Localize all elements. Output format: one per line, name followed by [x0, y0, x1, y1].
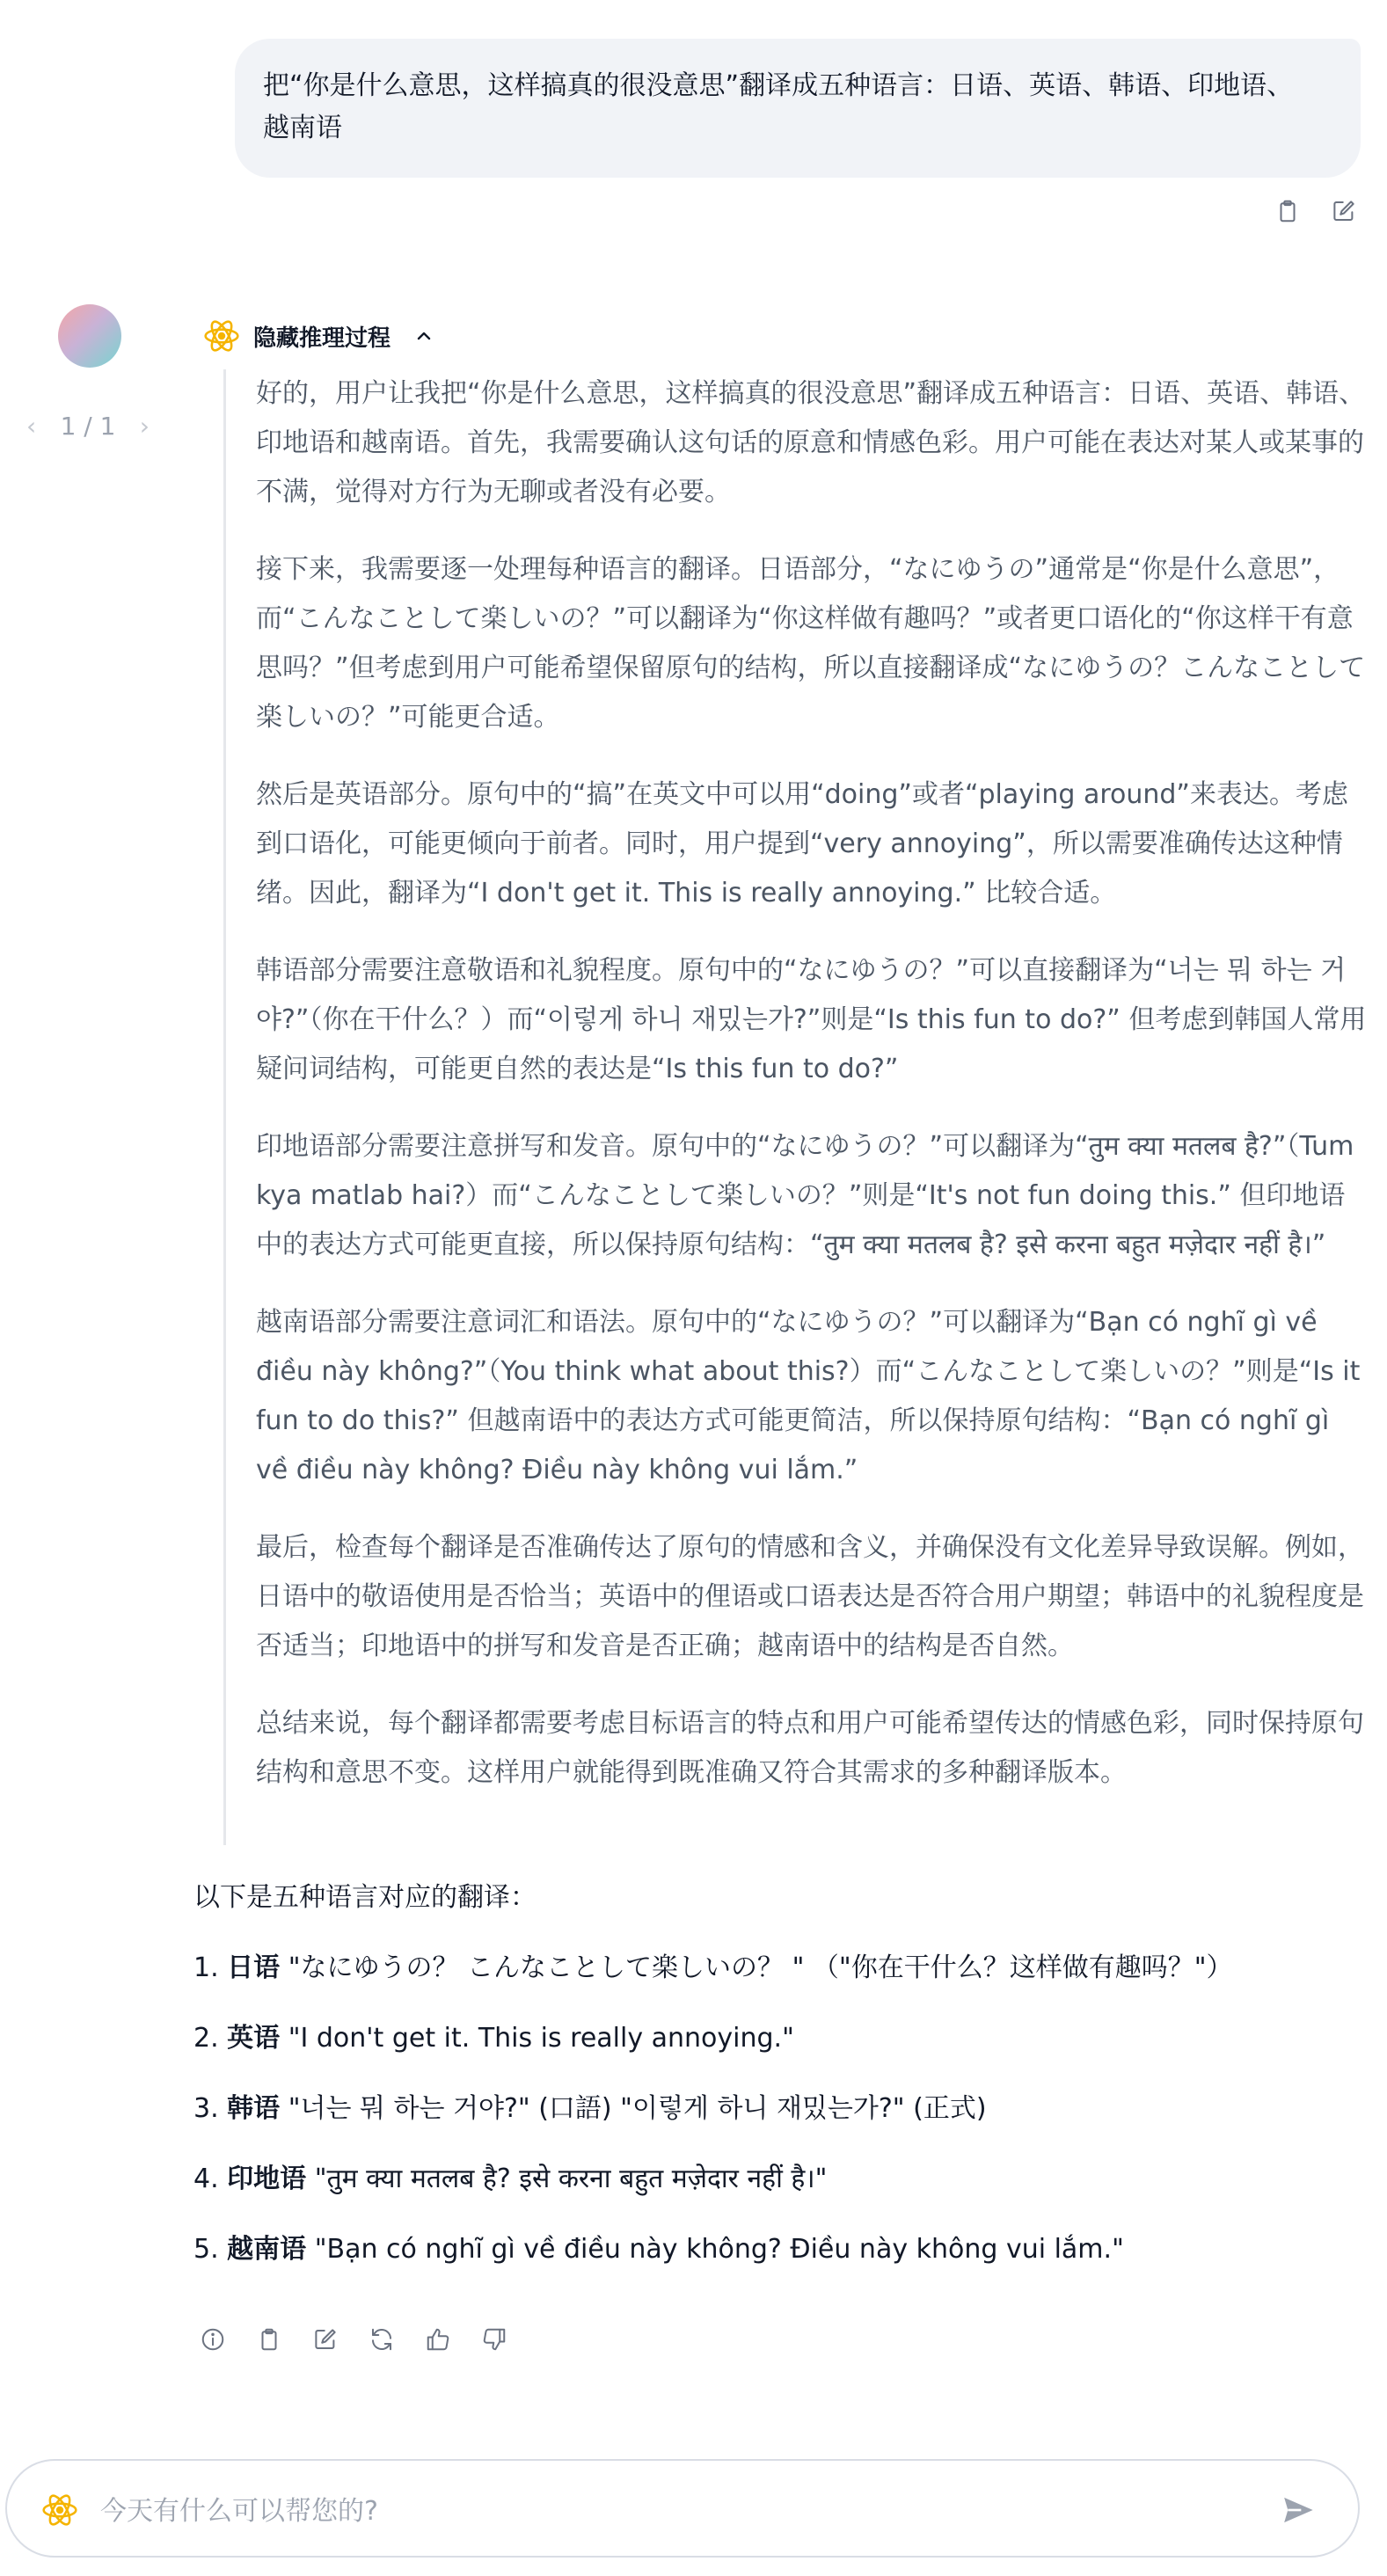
pager-next-button[interactable]: › — [139, 411, 150, 441]
item-number: 5. — [193, 2234, 219, 2265]
reasoning-paragraph: 好的，用户让我把“你是什么意思，这样搞真的很没意思”翻译成五种语言：日语、英语、韩语、印地语和越南语。首先，我需要确认这句话的原意和情感色彩。用户可能在表达对某人或某事的不满，觉得对方行为无聊或者没有必要。 — [256, 378, 1366, 507]
thumbs-down-icon — [481, 2326, 507, 2353]
thumbs-up-icon — [425, 2326, 451, 2353]
reasoning-toggle[interactable] — [202, 317, 434, 355]
item-translation: "तुम क्या मतलब है? इसे करना बहुत मज़ेदार नहीं है।" — [306, 2164, 828, 2194]
item-language: 日语 — [227, 1952, 281, 1983]
clipboard-icon — [256, 2326, 282, 2353]
item-language: 越南语 — [227, 2234, 307, 2265]
dislike-button[interactable] — [477, 2322, 512, 2357]
answer-actions — [195, 2322, 512, 2357]
reasoning-toggle-label: 隐藏推理过程 — [253, 325, 391, 352]
translation-list — [193, 1944, 1354, 2295]
item-language: 韩语 — [227, 2093, 281, 2124]
like-button[interactable] — [420, 2322, 456, 2357]
item-translation: "なにゆうの？ こんなことして楽しいの？ " （"你在干什么？这样做有趣吗？"） — [280, 1952, 1233, 1983]
translation-item — [193, 2084, 1354, 2134]
reasoning-paragraph: 韩语部分需要注意敬语和礼貌程度。原句中的“なにゆうの？”可以直接翻译为“너는 뭐 하는 거야?”（你在干什么？）而“이렇게 하니 재밌는가?”则是“Is this fun to do?” 但考虑到韩国人常用疑问词结构，可能更自然的表达是“Is this fun to do?” — [256, 955, 1367, 1084]
reasoning-paragraph: 越南语部分需要注意词汇和语法。原句中的“なにゆうの？”可以翻译为“Bạn có nghĩ gì về điều này không?”（You think what about this?）而“こんなことして楽しいの？”则是“Is it fun to do this?” 但越南语中的表达方式可能更简洁，所以保持原句结构：“Bạn có nghĩ gì về điều này không? Điều này không vui lắm.” — [256, 1307, 1361, 1485]
translation-item — [193, 2155, 1354, 2204]
info-icon — [200, 2326, 226, 2353]
reasoning-paragraph: 印地语部分需要注意拼写和发音。原句中的“なにゆうの？”可以翻译为“तुम क्या मतलब है?”（Tum kya matlab hai?）而“こんなことして楽しいの？”则是“It's not fun doing this.” 但印地语中的表达方式可能更直接，所以保持原句结构：“तुम क्या मतलब है? इसे करना बहुत मज़ेदार नहीं है।” — [256, 1131, 1354, 1260]
item-translation: "너는 뭐 하는 거야?" (口語) "이렇게 하니 재밌는가?" (正式) — [280, 2093, 987, 2124]
chat-input-bar — [5, 2459, 1360, 2558]
item-number: 1. — [193, 1952, 219, 1983]
item-number: 3. — [193, 2093, 219, 2124]
item-number: 2. — [193, 2023, 219, 2054]
copy-answer-button[interactable] — [252, 2322, 287, 2357]
user-message-text: 把“你是什么意思，这样搞真的很没意思”翻译成五种语言：日语、英语、韩语、印地语、越南语 — [263, 70, 1294, 143]
copy-message-button[interactable] — [1270, 193, 1305, 229]
reasoning-paragraph: 总结来说，每个翻译都需要考虑目标语言的特点和用户可能希望传达的情感色彩，同时保持原句结构和意思不变。这样用户就能得到既准确又符合其需求的多种翻译版本。 — [256, 1708, 1364, 1788]
edit-message-button[interactable] — [1326, 193, 1361, 229]
reasoning-paragraph: 然后是英语部分。原句中的“搞”在英文中可以用“doing”或者“playing around”来表达。考虑到口语化，可能更倾向于前者。同时，用户提到“very annoying”，所以需要准确传达这种情绪。因此，翻译为“I don't get it. This is really annoying.” 比较合适。 — [256, 779, 1348, 909]
reasoning-content — [223, 369, 1367, 1845]
atom-logo-icon — [202, 317, 241, 355]
chevron-up-icon — [413, 325, 434, 347]
reasoning-paragraph: 接下来，我需要逐一处理每种语言的翻译。日语部分，“なにゆうの”通常是“你是什么意思”，而“こんなことして楽しいの？”可以翻译为“你这样做有趣吗？”或者更口语化的“你这样干有意思吗？”但考虑到用户可能希望保留原句的结构，所以直接翻译成“なにゆうの？こんなことして楽しいの？”可能更合适。 — [256, 554, 1366, 733]
chat-input[interactable] — [99, 2484, 1245, 2538]
pager-count: 1 / 1 — [60, 411, 116, 441]
translation-item — [193, 2014, 1354, 2063]
send-button[interactable] — [1275, 2487, 1321, 2533]
item-translation: "I don't get it. This is really annoying." — [280, 2023, 794, 2054]
item-number: 4. — [193, 2164, 219, 2194]
pager-prev-button[interactable]: ‹ — [26, 411, 37, 441]
atom-logo-icon — [40, 2491, 79, 2529]
item-language: 印地语 — [227, 2164, 307, 2194]
item-language: 英语 — [227, 2023, 281, 2054]
response-pager — [26, 408, 150, 443]
refresh-icon — [369, 2326, 395, 2353]
send-icon — [1281, 2492, 1316, 2528]
item-translation: "Bạn có nghĩ gì về điều này không? Điều này không vui lắm." — [306, 2234, 1124, 2265]
regenerate-button[interactable] — [364, 2322, 399, 2357]
answer-intro: 以下是五种语言对应的翻译： — [193, 1882, 537, 1913]
user-message-bubble — [235, 39, 1361, 178]
edit-icon — [312, 2326, 339, 2353]
translation-item — [193, 1944, 1354, 1993]
edit-icon — [1331, 198, 1357, 224]
clipboard-icon — [1274, 198, 1301, 224]
info-button[interactable] — [195, 2322, 230, 2357]
reasoning-paragraph: 最后，检查每个翻译是否准确传达了原句的情感和含义，并确保没有文化差异导致误解。例如，日语中的敬语使用是否恰当；英语中的俚语或口语表达是否符合用户期望；韩语中的礼貌程度是否适当；印地语中的拼写和发音是否正确；越南语中的结构是否自然。 — [256, 1532, 1364, 1661]
translation-item — [193, 2225, 1354, 2274]
edit-answer-button[interactable] — [308, 2322, 343, 2357]
assistant-avatar — [58, 304, 121, 368]
